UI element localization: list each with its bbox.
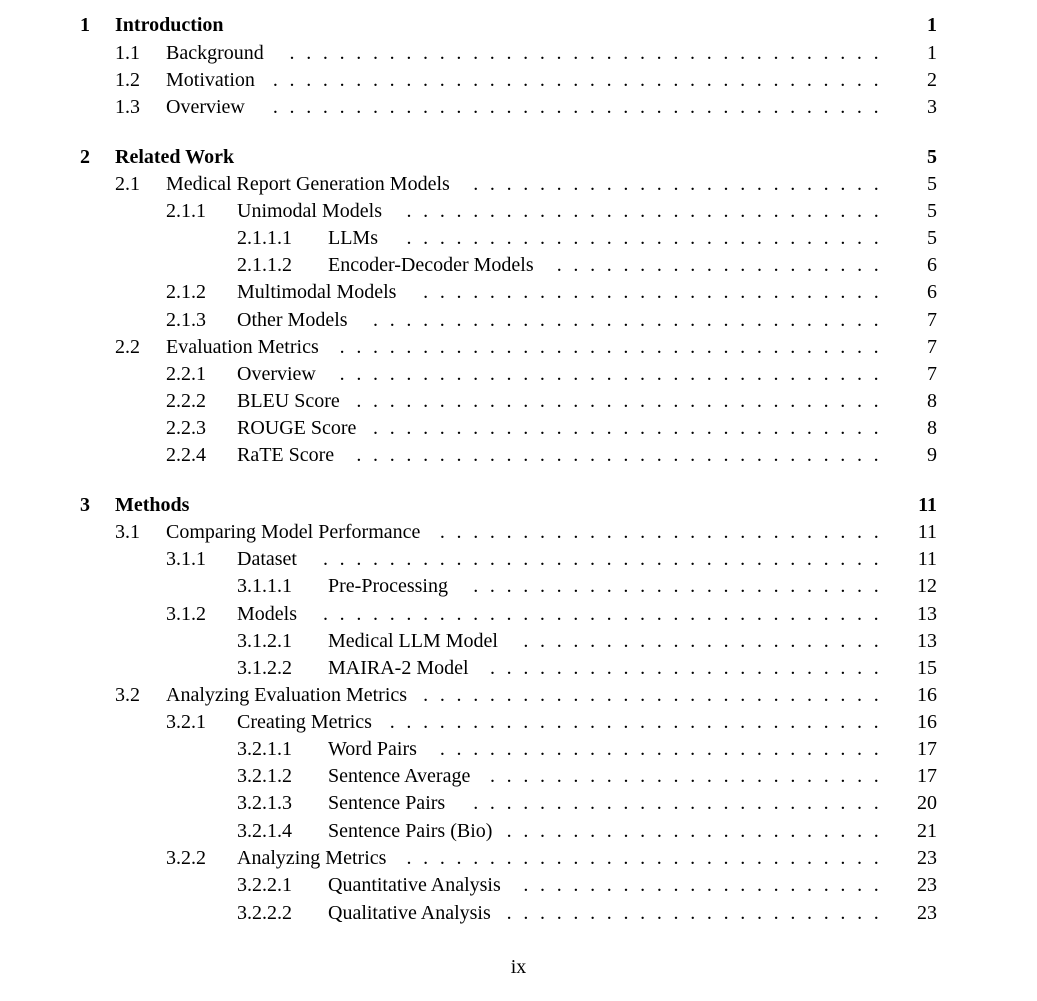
dot-leader: . . . . . . . . . . . . . . . . . . . . . . . . . . . . . . . <box>373 417 879 439</box>
toc-entry[interactable] <box>237 736 937 762</box>
toc-entry-number: 3.1.1 <box>166 548 206 570</box>
toc-entry-title: Pre-Processing <box>328 575 448 597</box>
toc-entry-title: Medical LLM Model <box>328 630 498 652</box>
toc-entry[interactable] <box>166 709 937 735</box>
dot-leader: . . . . . . . . . . . . . . . . . . . . . . . . . . . . . <box>406 847 879 869</box>
dot-leader: . . . . . . . . . . . . . . . . . . . . . . . . . . . . . . . . . . . . <box>289 42 879 64</box>
toc-entry-page: 16 <box>917 684 937 706</box>
dot-leader: . . . . . . . . . . . . . . . . . . . . . . . . . . . . . . <box>389 711 879 733</box>
toc-entry-page: 7 <box>927 363 937 385</box>
toc-entry[interactable] <box>166 361 937 387</box>
toc-entry[interactable] <box>237 252 937 278</box>
toc-entry-number: 3.1.2 <box>166 603 206 625</box>
dot-leader: . . . . . . . . . . . . . . . . . . . . . . . . . . . <box>439 738 879 760</box>
toc-entry-number: 2.2.2 <box>166 390 206 412</box>
toc-entry-number: 2 <box>80 146 90 168</box>
toc-entry-number: 3.2.1.4 <box>237 820 292 842</box>
dot-leader: . . . . . . . . . . . . . . . . . . . . . . . . . <box>473 575 879 597</box>
toc-entry[interactable] <box>166 388 937 414</box>
toc-entry-title: Analyzing Metrics <box>237 847 387 869</box>
dot-leader: . . . . . . . . . . . . . . . . . . . . . . . . . . . . . . . . . . . . . <box>272 69 879 91</box>
toc-entry-title: Models <box>237 603 297 625</box>
toc-entry[interactable] <box>115 67 937 93</box>
toc-entry-number: 1.2 <box>115 69 140 91</box>
toc-entry-title: Creating Metrics <box>237 711 372 733</box>
toc-entry-title: LLMs <box>328 227 378 249</box>
toc-entry[interactable] <box>237 573 937 599</box>
toc-entry-title: Comparing Model Performance <box>166 521 421 543</box>
toc-entry-number: 1 <box>80 14 90 36</box>
toc-entry-title: Medical Report Generation Models <box>166 173 450 195</box>
toc-entry[interactable] <box>115 94 937 120</box>
toc-entry-title: Overview <box>166 96 245 118</box>
dot-leader: . . . . . . . . . . . . . . . . . . . . . . . . . . . . . . . . <box>356 390 879 412</box>
toc-entry-title: Unimodal Models <box>237 200 382 222</box>
toc-entry[interactable] <box>115 171 937 197</box>
toc-entry[interactable] <box>80 144 937 170</box>
toc-entry[interactable] <box>80 12 937 38</box>
toc-entry-title: Background <box>166 42 264 64</box>
toc-entry-title: Quantitative Analysis <box>328 874 501 896</box>
toc-entry[interactable] <box>237 790 937 816</box>
toc-entry-title: Evaluation Metrics <box>166 336 319 358</box>
toc-entry[interactable] <box>237 655 937 681</box>
toc-entry-page: 23 <box>917 847 937 869</box>
toc-entry-page: 8 <box>927 417 937 439</box>
toc-entry-page: 7 <box>927 309 937 331</box>
toc-entry-page: 23 <box>917 902 937 924</box>
toc-entry-number: 2.2.3 <box>166 417 206 439</box>
toc-entry-page: 17 <box>917 738 937 760</box>
dot-leader: . . . . . . . . . . . . . . . . . . . . . . . . . . . . <box>423 281 879 303</box>
toc-entry-number: 2.2 <box>115 336 140 358</box>
toc-entry-page: 9 <box>927 444 937 466</box>
toc-entry-number: 3.2.1.3 <box>237 792 292 814</box>
toc-entry-page: 11 <box>918 494 937 516</box>
dot-leader: . . . . . . . . . . . . . . . . . . . . . . . . . . . <box>439 521 879 543</box>
toc-entry-page: 5 <box>927 146 937 168</box>
dot-leader: . . . . . . . . . . . . . . . . . . . . . . . . <box>489 657 879 679</box>
toc-entry-title: Sentence Pairs (Bio) <box>328 820 493 842</box>
toc-entry[interactable] <box>237 872 937 898</box>
toc-entry-title: Methods <box>115 494 190 516</box>
toc-entry-page: 17 <box>917 765 937 787</box>
dot-leader: . . . . . . . . . . . . . . . . . . . . . . . . . . . . . . . . . <box>339 363 879 385</box>
toc-entry-title: Motivation <box>166 69 255 91</box>
toc-entry-title: Sentence Pairs <box>328 792 446 814</box>
toc-entry-page: 11 <box>917 521 937 543</box>
toc-entry[interactable] <box>115 334 937 360</box>
toc-entry-title: Encoder-Decoder Models <box>328 254 534 276</box>
toc-entry[interactable] <box>166 601 937 627</box>
toc-entry-page: 5 <box>927 173 937 195</box>
toc-entry-page: 23 <box>917 874 937 896</box>
toc-entry-number: 3 <box>80 494 90 516</box>
toc-entry-number: 3.1.1.1 <box>237 575 292 597</box>
toc-entry-number: 2.1.1.2 <box>237 254 292 276</box>
toc-entry[interactable] <box>237 900 937 926</box>
toc-entry-page: 13 <box>917 630 937 652</box>
dot-leader: . . . . . . . . . . . . . . . . . . . . . . . . . . . . <box>423 684 879 706</box>
toc-entry-number: 2.1.3 <box>166 309 206 331</box>
toc-entry-number: 2.2.4 <box>166 444 206 466</box>
dot-leader: . . . . . . . . . . . . . . . . . . . . . . . . . . . . . . . . . . . . . <box>272 96 879 118</box>
dot-leader: . . . . . . . . . . . . . . . . . . . . . . <box>523 630 879 652</box>
toc-entry-number: 3.2.1.2 <box>237 765 292 787</box>
toc-entry-number: 2.1.2 <box>166 281 206 303</box>
toc-entry[interactable] <box>166 279 937 305</box>
toc-entry-page: 11 <box>917 548 937 570</box>
toc-entry-page: 5 <box>927 200 937 222</box>
toc-entry-page: 6 <box>927 281 937 303</box>
toc-entry[interactable] <box>115 40 937 66</box>
dot-leader: . . . . . . . . . . . . . . . . . . . . . . . . . . . . . . . <box>373 309 879 331</box>
toc-entry-title: RaTE Score <box>237 444 335 466</box>
toc-entry-number: 3.1 <box>115 521 140 543</box>
toc-entry-title: Other Models <box>237 309 348 331</box>
toc-entry[interactable] <box>80 492 937 518</box>
toc-entry-title: Sentence Average <box>328 765 471 787</box>
toc-entry-number: 2.1.1.1 <box>237 227 292 249</box>
toc-entry-number: 1.3 <box>115 96 140 118</box>
toc-entry[interactable] <box>237 818 937 844</box>
toc-entry-title: Qualitative Analysis <box>328 902 491 924</box>
dot-leader: . . . . . . . . . . . . . . . . . . . . . . . <box>506 820 879 842</box>
dot-leader: . . . . . . . . . . . . . . . . . . . . . . . . . . . . . . . . <box>356 444 879 466</box>
dot-leader: . . . . . . . . . . . . . . . . . . . . <box>556 254 879 276</box>
page-number-footer: ix <box>510 956 527 978</box>
toc-entry-number: 3.1.2.2 <box>237 657 292 679</box>
toc-entry-page: 21 <box>917 820 937 842</box>
toc-entry[interactable] <box>166 442 937 468</box>
toc-entry-number: 3.2.2.1 <box>237 874 292 896</box>
dot-leader: . . . . . . . . . . . . . . . . . . . . . . . . <box>489 765 879 787</box>
toc-entry-title: Related Work <box>115 146 235 168</box>
toc-entry-page: 5 <box>927 227 937 249</box>
toc-entry-title: Dataset <box>237 548 297 570</box>
toc-entry[interactable] <box>115 519 937 545</box>
toc-entry-number: 3.2.1.1 <box>237 738 292 760</box>
toc-entry-title: Analyzing Evaluation Metrics <box>166 684 408 706</box>
toc-entry[interactable] <box>166 307 937 333</box>
toc-entry-page: 6 <box>927 254 937 276</box>
toc-entry-page: 1 <box>927 14 937 36</box>
toc-entry-number: 3.2.2.2 <box>237 902 292 924</box>
toc-entry-page: 13 <box>917 603 937 625</box>
toc-entry-page: 3 <box>927 96 937 118</box>
toc-entry[interactable] <box>237 628 937 654</box>
dot-leader: . . . . . . . . . . . . . . . . . . . . . . <box>523 874 879 896</box>
dot-leader: . . . . . . . . . . . . . . . . . . . . . . . . . <box>473 173 879 195</box>
toc-entry[interactable] <box>237 225 937 251</box>
toc-entry-title: MAIRA-2 Model <box>328 657 469 679</box>
toc-entry-number: 3.1.2.1 <box>237 630 292 652</box>
toc-entry-page: 8 <box>927 390 937 412</box>
toc-entry[interactable] <box>166 845 937 871</box>
toc-entry-title: BLEU Score <box>237 390 340 412</box>
toc-entry-title: Overview <box>237 363 316 385</box>
toc-entry-page: 12 <box>917 575 937 597</box>
toc-entry-number: 3.2 <box>115 684 140 706</box>
toc-entry[interactable] <box>115 682 937 708</box>
dot-leader: . . . . . . . . . . . . . . . . . . . . . . . . . . . . . . . . . . <box>322 548 879 570</box>
dot-leader: . . . . . . . . . . . . . . . . . . . . . . . . . . . . . <box>406 200 879 222</box>
toc-entry-page: 20 <box>917 792 937 814</box>
toc-entry-title: Multimodal Models <box>237 281 397 303</box>
toc-entry-number: 3.2.2 <box>166 847 206 869</box>
dot-leader: . . . . . . . . . . . . . . . . . . . . . . . . . . . . . <box>406 227 879 249</box>
toc-entry-page: 1 <box>927 42 937 64</box>
toc-entry-number: 1.1 <box>115 42 140 64</box>
toc-entry-number: 2.2.1 <box>166 363 206 385</box>
dot-leader: . . . . . . . . . . . . . . . . . . . . . . . . . . . . . . . . . . <box>322 603 879 625</box>
toc-entry-page: 16 <box>917 711 937 733</box>
toc-entry-number: 2.1 <box>115 173 140 195</box>
toc-entry-title: ROUGE Score <box>237 417 357 439</box>
toc-entry[interactable] <box>166 546 937 572</box>
toc-entry-page: 7 <box>927 336 937 358</box>
toc-entry-page: 2 <box>927 69 937 91</box>
toc-entry-page: 15 <box>917 657 937 679</box>
toc-entry[interactable] <box>166 415 937 441</box>
toc-entry-title: Introduction <box>115 14 224 36</box>
toc-entry-number: 3.2.1 <box>166 711 206 733</box>
toc-entry-number: 2.1.1 <box>166 200 206 222</box>
toc-entry[interactable] <box>166 198 937 224</box>
dot-leader: . . . . . . . . . . . . . . . . . . . . . . . <box>506 902 879 924</box>
toc-entry-title: Word Pairs <box>328 738 417 760</box>
dot-leader: . . . . . . . . . . . . . . . . . . . . . . . . . <box>473 792 879 814</box>
dot-leader: . . . . . . . . . . . . . . . . . . . . . . . . . . . . . . . . . <box>339 336 879 358</box>
toc-entry[interactable] <box>237 763 937 789</box>
